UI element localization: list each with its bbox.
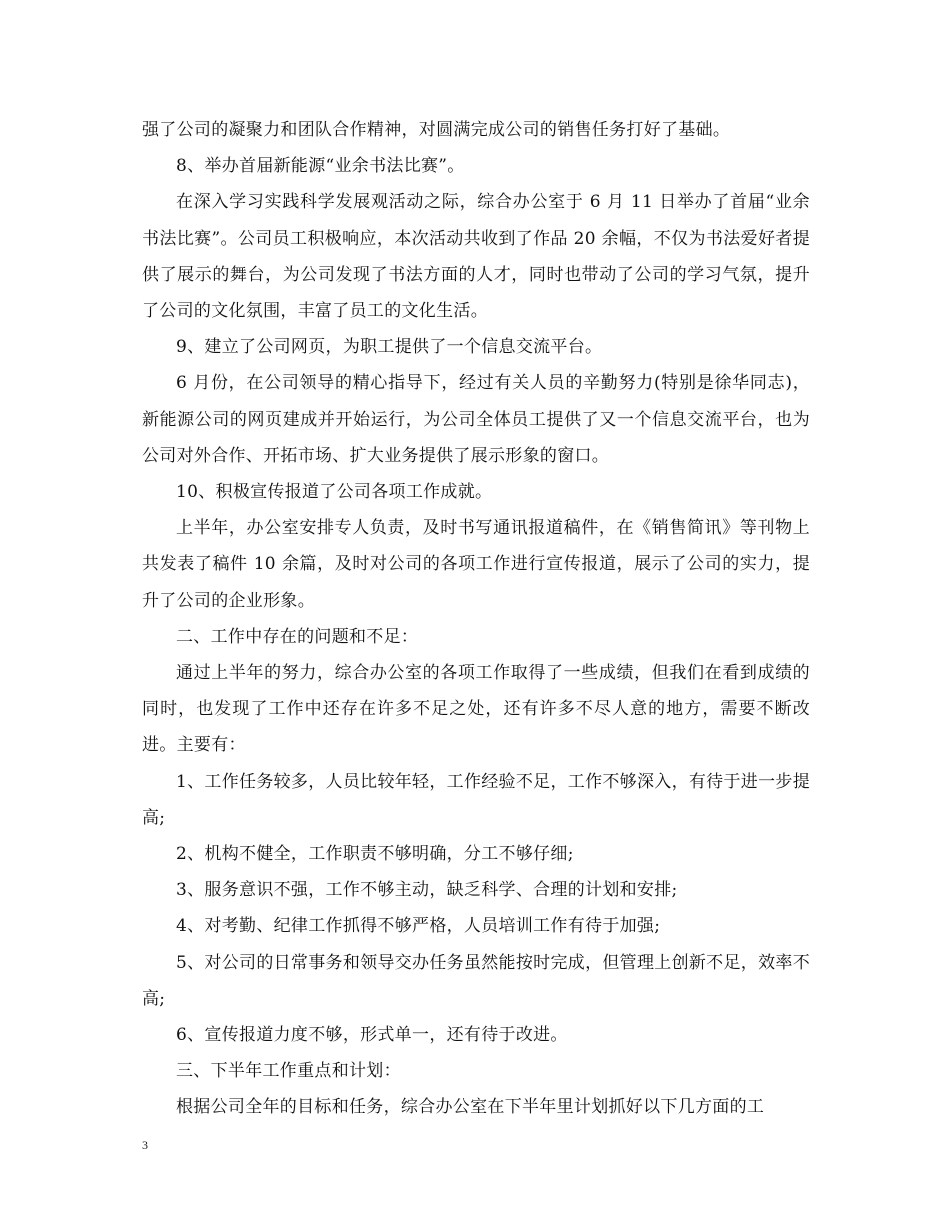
paragraph: 强了公司的凝聚力和团队合作精神，对圆满完成公司的销售任务打好了基础。 [142, 120, 731, 140]
section-heading: 8、举办首届新能源“业余书法比赛”。 [176, 156, 465, 177]
list-item: 2、机构不健全，工作职责不够明确，分工不够仔细; [176, 844, 574, 865]
page-number: 3 [142, 1138, 148, 1152]
paragraph: 上半年，办公室安排专人负责，及时书写通讯报道稿件，在《销售简讯》等刊物上共发表了稿件 10 余篇，及时对公司的各项工作进行宣传报道，展示了公司的实力，提升了公司的企业形象。 [142, 518, 810, 611]
paragraph: 通过上半年的努力，综合办公室的各项工作取得了一些成绩，但我们在看到成绩的同时，也发现了工作中还存在许多不足之处，还有许多不尽人意的地方，需要不断改进。主要有： [142, 663, 810, 756]
list-item: 1、工作任务较多，人员比较年轻，工作经验不足，工作不够深入，有待于进一步提高; [142, 771, 810, 828]
section-heading: 9、建立了公司网页，为职工提供了一个信息交流平台。 [176, 337, 603, 358]
list-item: 3、服务意识不强，工作不够主动，缺乏科学、合理的计划和安排; [176, 880, 678, 901]
paragraph: 根据公司全年的目标和任务，综合办公室在下半年里计划抓好以下几方面的工 [176, 1097, 765, 1118]
section-heading: 10、积极宣传报道了公司各项工作成就。 [176, 482, 493, 503]
list-item: 4、对考勤、纪律工作抓得不够严格，人员培训工作有待于加强; [176, 916, 661, 937]
document-body [142, 112, 810, 1126]
section-heading: 三、下半年工作重点和计划： [176, 1061, 401, 1082]
list-item: 5、对公司的日常事务和领导交办任务虽然能按时完成，但管理上创新不足，效率不高; [142, 952, 810, 1009]
list-item: 6、宣传报道力度不够，形式单一，还有待于改进。 [176, 1025, 568, 1046]
paragraph: 6 月份，在公司领导的精心指导下，经过有关人员的辛勤努力(特别是徐华同志)，新能源公司的网页建成并开始运行，为公司全体员工提供了又一个信息交流平台，也为公司对外合作、开拓市场、扩大业务提供了展示形象的窗口。 [142, 373, 810, 466]
section-heading: 二、工作中存在的问题和不足： [176, 626, 419, 647]
paragraph: 在深入学习实践科学发展观活动之际，综合办公室于 6 月 11 日举办了首届“业余书法比赛”。公司员工积极响应，本次活动共收到了作品 20 余幅，不仅为书法爱好者提供了展示的舞台，为公司发现了书法方面的人才，同时也带动了公司的学习气氛，提升了公司的文化氛围，丰富了员工的文化生活。 [142, 192, 810, 322]
